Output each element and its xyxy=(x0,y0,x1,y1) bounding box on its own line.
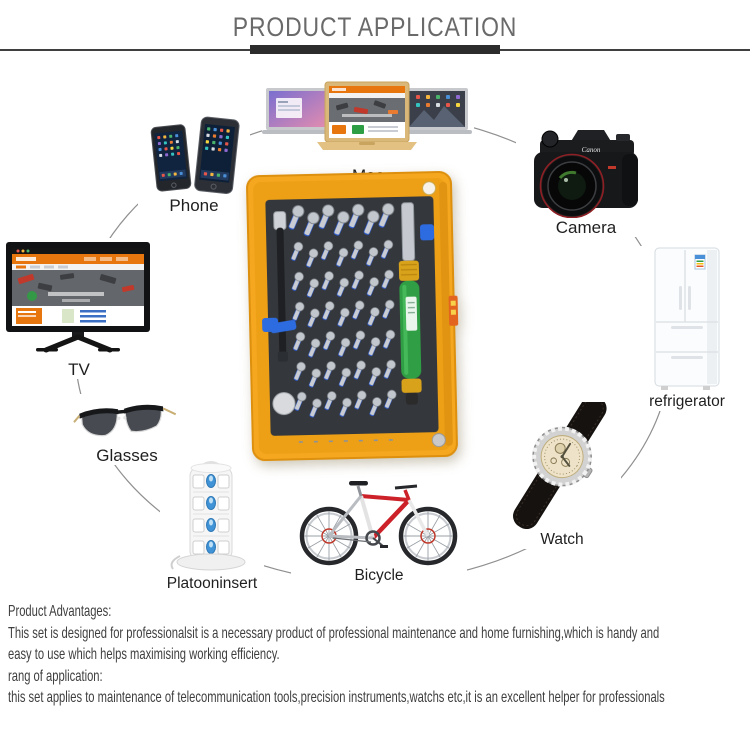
device-label-platooninsert: Platooninsert xyxy=(166,575,258,592)
device-platooninsert xyxy=(160,456,264,593)
device-label-tv: TV xyxy=(68,360,90,379)
device-bicycle xyxy=(291,464,467,585)
device-glasses xyxy=(70,394,184,465)
device-refrigerator xyxy=(628,246,746,411)
device-phone xyxy=(138,110,250,215)
range-heading: rang of application: xyxy=(8,667,103,685)
camera-illustration xyxy=(516,126,656,218)
phone-illustration xyxy=(138,110,250,196)
device-label-glasses: Glasses xyxy=(96,446,158,465)
mac-illustration xyxy=(262,80,474,166)
range-text: this set applies to maintenance of telecommunication tools,precision instruments,watchs etc,it is an excellent helper for professionals xyxy=(8,689,665,706)
device-camera xyxy=(516,126,656,237)
device-tv xyxy=(4,238,154,379)
bicycle-illustration xyxy=(291,464,467,566)
page-title: PRODUCT APPLICATION xyxy=(232,12,518,42)
glasses-illustration xyxy=(70,394,184,446)
advantages-text-1: This set is designed for professionalsit is a necessary product of professional maintenance and home furnishing,which is handy and xyxy=(8,624,660,642)
svg-text:Canon: Canon xyxy=(581,146,601,154)
advantages-text-2: easy to use which helps maximising working efficiency. xyxy=(8,646,280,663)
device-label-camera: Camera xyxy=(555,218,617,237)
refrigerator-illustration xyxy=(649,246,725,392)
watch-illustration xyxy=(503,402,621,530)
device-label-refrigerator: refrigerator xyxy=(649,393,725,410)
device-watch xyxy=(503,402,621,549)
footer-text xyxy=(8,601,750,709)
power-strip-illustration xyxy=(166,456,258,574)
device-label-bicycle: Bicycle xyxy=(354,567,404,584)
screwdriver-kit-image xyxy=(243,168,464,467)
tv-illustration xyxy=(4,238,154,360)
device-label-watch: Watch xyxy=(540,531,584,548)
advantages-heading: Product Advantages: xyxy=(8,603,112,620)
device-label-phone: Phone xyxy=(169,196,219,215)
